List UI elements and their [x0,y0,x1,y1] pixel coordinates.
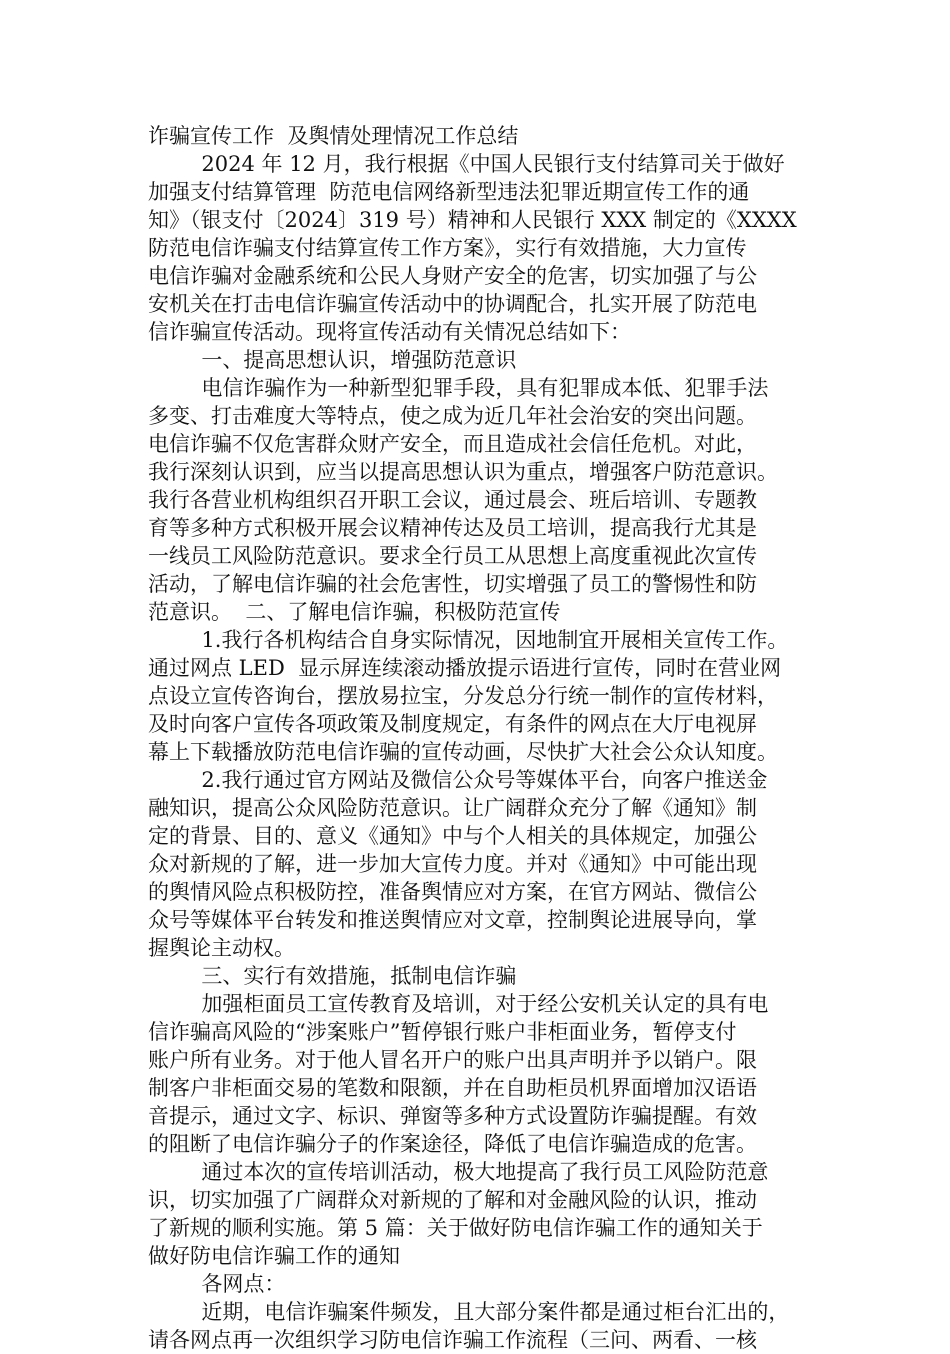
text-line: 定的背景、目的、意义《通知》中与个人相关的具体规定，加强公 [148,824,757,848]
section-heading: 一、提高思想认识，增强防范意识 [148,348,517,372]
text-line: 了新规的顺利实施。第 5 篇：关于做好防电信诈骗工作的通知关于 [148,1216,763,1240]
text-line: 及时向客户宣传各项政策及制度规定，有条件的网点在大厅电视屏 [148,712,757,736]
text-line: 范意识。 二、了解电信诈骗，积极防范宣传 [148,600,561,624]
text-line: 加强柜面员工宣传教育及培训，对于经公安机关认定的具有电 [148,992,769,1016]
text-line: 知》（银支付〔2024〕319 号）精神和人民银行 XXX 制定的《XXXX [148,208,797,232]
text-line: 账户所有业务。对于他人冒名开户的账户出具声明并予以销户。限 [148,1048,757,1072]
text-line: 通过本次的宣传培训活动，极大地提高了我行员工风险防范意 [148,1160,769,1184]
text-line: 育等多种方式积极开展会议精神传达及员工培训，提高我行尤其是 [148,516,757,540]
text-line: 识，切实加强了广阔群众对新规的了解和对金融风险的认识，推动 [148,1188,757,1212]
text-line: 握舆论主动权。 [148,936,295,960]
text-line: 加强支付结算管理 防范电信网络新型违法犯罪近期宣传工作的通 [148,180,750,204]
text-line: 做好防电信诈骗工作的通知 [148,1244,400,1268]
text-line: 请各网点再一次组织学习防电信诈骗工作流程（三问、两看、一核 [148,1328,757,1352]
text-line: 一线员工风险防范意识。要求全行员工从思想上高度重视此次宣传 [148,544,757,568]
text-line: 1.我行各机构结合自身实际情况，因地制宜开展相关宣传工作。 [148,628,789,652]
text-line: 众对新规的了解，进一步加大宣传力度。并对《通知》中可能出现 [148,852,757,876]
text-line: 防范电信诈骗支付结算宣传工作方案》，实行有效措施，大力宣传 [148,236,747,260]
text-line: 我行各营业机构组织召开职工会议，通过晨会、班后培训、专题教 [148,488,757,512]
text-line: 点设立宣传咨询台，摆放易拉宝，分发总分行统一制作的宣传材料， [148,684,778,708]
salutation: 各网点： [148,1272,286,1296]
text-line: 的舆情风险点积极防控，准备舆情应对方案，在官方网站、微信公 [148,880,757,904]
text-line: 通过网点 LED 显示屏连续滚动播放提示语进行宣传，同时在营业网 [148,656,782,680]
text-line: 电信诈骗不仅危害群众财产安全，而且造成社会信任危机。对此， [148,432,757,456]
text-line: 的阻断了电信诈骗分子的作案途径，降低了电信诈骗造成的危害。 [148,1132,757,1156]
text-line: 活动，了解电信诈骗的社会危害性，切实增强了员工的警惕性和防 [148,572,757,596]
text-line: 多变、打击难度大等特点，使之成为近几年社会治安的突出问题。 [148,404,757,428]
text-line: 众号等媒体平台转发和推送舆情应对文章，控制舆论进展导向，掌 [148,908,757,932]
text-line: 制客户非柜面交易的笔数和限额，并在自助柜员机界面增加汉语语 [148,1076,757,1100]
text-line: 音提示，通过文字、标识、弹窗等多种方式设置防诈骗提醒。有效 [148,1104,757,1128]
text-line: 电信诈骗作为一种新型犯罪手段，具有犯罪成本低、犯罪手法 [148,376,769,400]
text-line: 安机关在打击电信诈骗宣传活动中的协调配合，扎实开展了防范电 [148,292,757,316]
text-line: 信诈骗宣传活动。现将宣传活动有关情况总结如下： [148,320,631,344]
text-line: 信诈骗高风险的“涉案账户”暂停银行账户非柜面业务，暂停支付 [148,1020,737,1044]
text-line: 2.我行通过官方网站及微信公众号等媒体平台，向客户推送金 [148,768,768,792]
text-line: 我行深刻认识到，应当以提高思想认识为重点，增强客户防范意识。 [148,460,778,484]
text-line: 融知识，提高公众风险防范意识。让广阔群众充分了解《通知》制 [148,796,757,820]
text-line: 2024 年 12 月，我行根据《中国人民银行支付结算司关于做好 [148,152,785,176]
text-line: 电信诈骗对金融系统和公民人身财产安全的危害，切实加强了与公 [148,264,757,288]
text-line: 近期，电信诈骗案件频发，且大部分案件都是通过柜台汇出的， [148,1300,790,1324]
document-title: 诈骗宣传工作 及舆情处理情况工作总结 [148,124,519,148]
section-heading: 三、实行有效措施，抵制电信诈骗 [148,964,517,988]
document-body [148,122,824,1354]
text-line: 幕上下载播放防范电信诈骗的宣传动画，尽快扩大社会公众认知度。 [148,740,778,764]
